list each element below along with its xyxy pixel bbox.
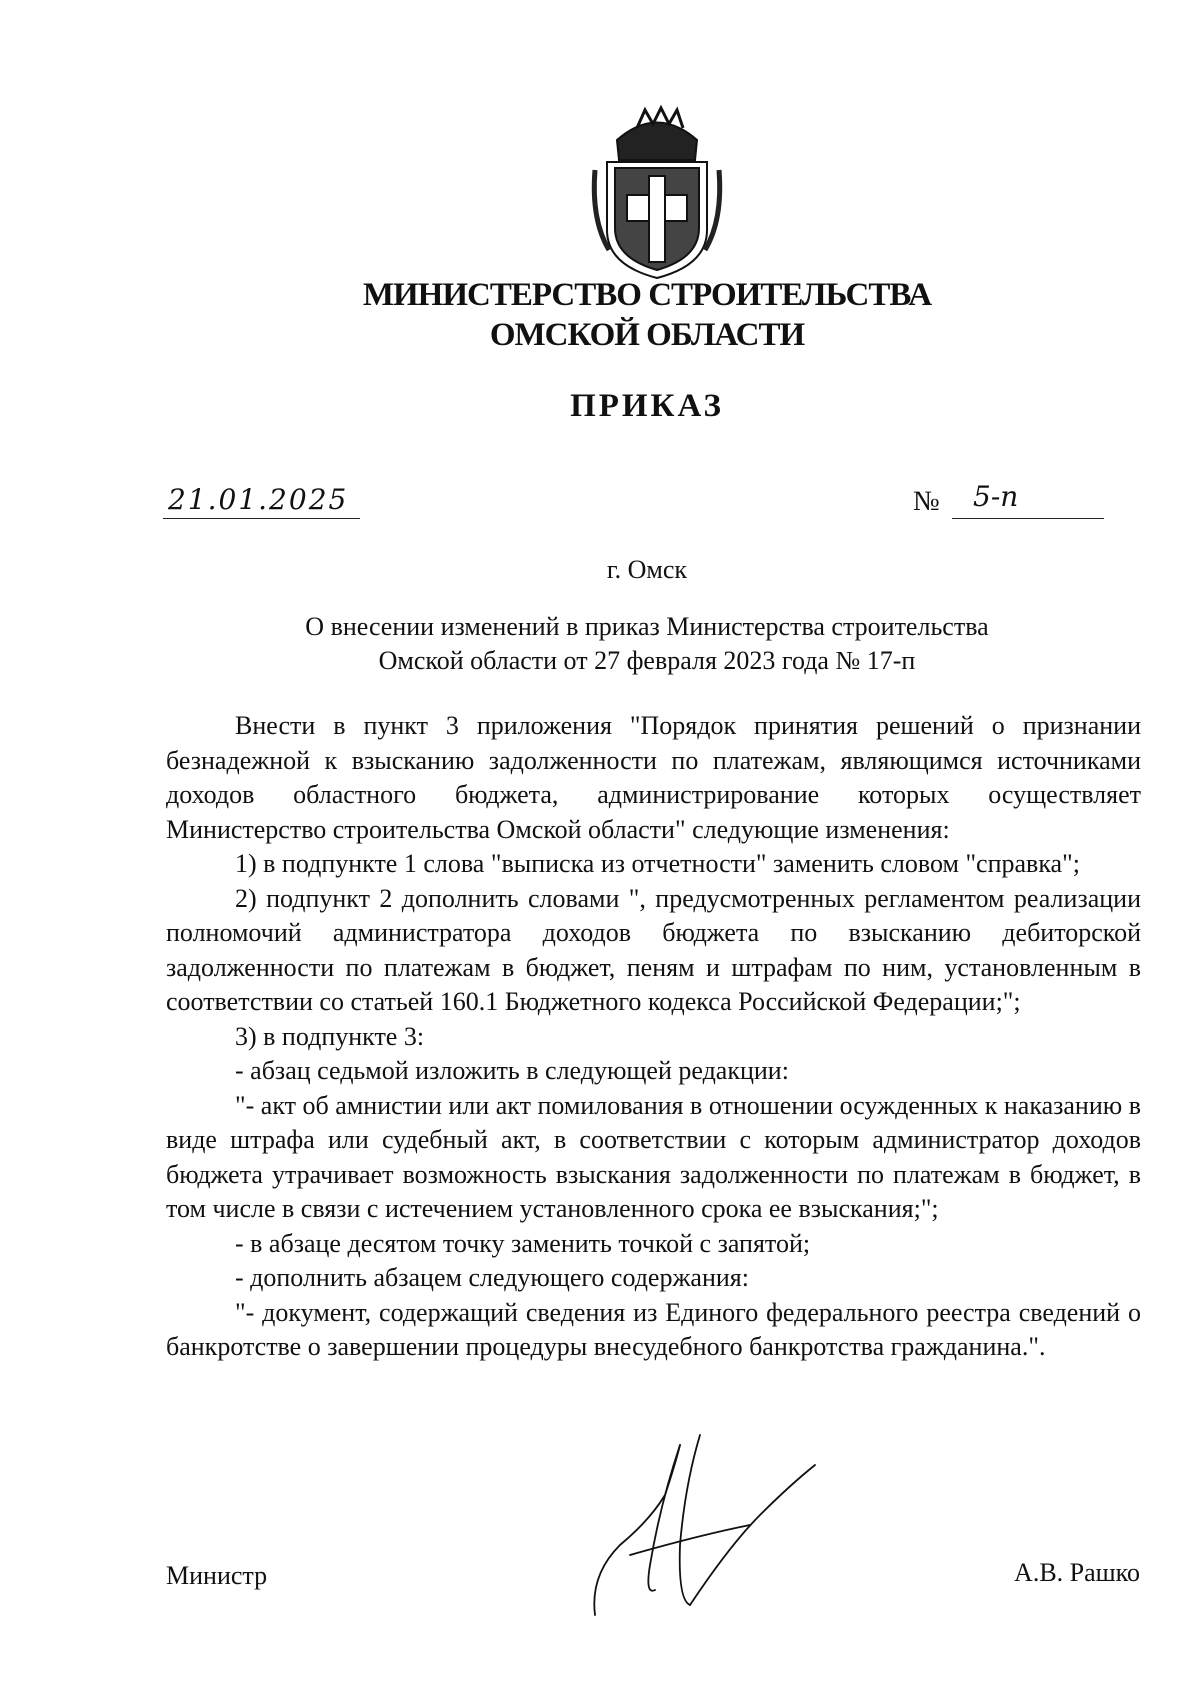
body-paragraph: "- акт об амнистии или акт помилования в отношении осужденных к наказанию в виде штрафа или судебный акт, в соответствии с которым администратор доходов бюджета утрачивает возможность взыскания задолженности по платежам в бюджет, в том числе в связи с истечением установленного срока ее взыскания;"; xyxy=(166,1090,1141,1223)
order-title xyxy=(47,610,1200,678)
body-paragraph: - дополнить абзацем следующего содержания: xyxy=(235,1263,749,1292)
document-type: ПРИКАЗ xyxy=(570,388,724,424)
title-line1: О внесении изменений в приказ Министерства строительства xyxy=(305,612,989,641)
coat-of-arms-icon xyxy=(587,100,727,282)
order-date: 21.01.2025 xyxy=(168,483,349,516)
ministry-name-line2: ОМСКОЙ ОБЛАСТИ xyxy=(489,317,805,353)
signer-name: А.В. Рашко xyxy=(1014,1558,1140,1587)
body-paragraph: 1) в подпункте 1 слова "выписка из отчетности" заменить словом "справка"; xyxy=(235,849,1080,878)
body-paragraph: "- документ, содержащий сведения из Единого федерального реестра сведений о банкротстве о завершении процедуры внесудебного банкротства гражданина.". xyxy=(166,1297,1141,1361)
number-underline xyxy=(952,518,1104,519)
body-paragraph: 2) подпункт 2 дополнить словами ", предусмотренных регламентом реализации полномочий администратора доходов бюджета по взысканию дебиторской задолженности по платежам в бюджет, пеням и штрафам по ним, установленным в соответствии со статьей 160.1 Бюджетного кодекса Российской Федерации;"; xyxy=(166,883,1141,1016)
body-paragraph: - в абзаце десятом точку заменить точкой с запятой; xyxy=(235,1228,811,1258)
body-paragraph: Внести в пункт 3 приложения "Порядок принятия решений о признании безнадежной к взысканию задолженности по платежам, являющимся источниками доходов областного бюджета, администрирование которых осуществляет Министерство строительства Омской области" следующие изменения: xyxy=(166,711,1141,844)
handwritten-signature xyxy=(590,1425,820,1625)
date-underline xyxy=(163,518,360,519)
body-paragraph: - абзац седьмой изложить в следующей редакции: xyxy=(235,1056,789,1085)
body-paragraph: 3) в подпункте 3: xyxy=(235,1021,425,1051)
number-sign: № xyxy=(913,486,940,517)
city: г. Омск xyxy=(606,555,688,584)
order-body xyxy=(166,709,1141,1365)
title-line2: Омской области от 27 февраля 2023 года № 17-п xyxy=(378,646,916,675)
signer-position: Министр xyxy=(166,1561,268,1590)
order-number: 5-п xyxy=(973,480,1019,513)
ministry-name-line1: МИНИСТЕРСТВО СТРОИТЕЛЬСТВА xyxy=(362,277,932,313)
